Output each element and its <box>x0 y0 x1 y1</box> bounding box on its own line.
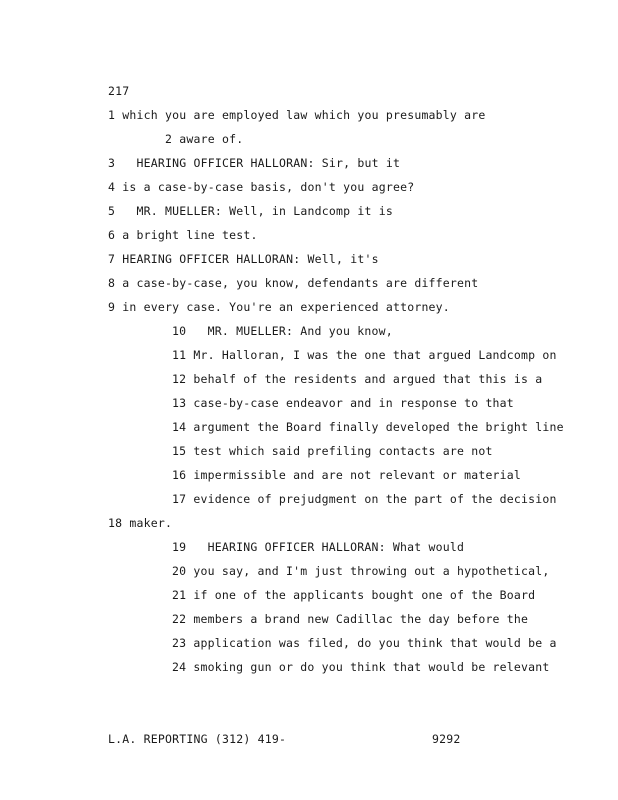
transcript-line-2: 2 aware of. <box>165 132 244 146</box>
transcript-line-19: 19 HEARING OFFICER HALLORAN: What would <box>172 540 465 554</box>
transcript-line-23: 23 application was filed, do you think that would be a <box>172 636 557 650</box>
transcript-line-24: 24 smoking gun or do you think that would be relevant <box>172 660 550 674</box>
transcript-line-11: 11 Mr. Halloran, I was the one that argued Landcomp on <box>172 348 557 362</box>
footer-reporter: L.A. REPORTING (312) 419- <box>108 732 287 746</box>
transcript-line-8: 8 a case-by-case, you know, defendants are different <box>108 276 479 290</box>
transcript-line-1: 1 which you are employed law which you presumably are <box>108 108 486 122</box>
transcript-line-17: 17 evidence of prejudgment on the part of the decision <box>172 492 557 506</box>
transcript-line-12: 12 behalf of the residents and argued that this is a <box>172 372 543 386</box>
transcript-line-14: 14 argument the Board finally developed the bright line <box>172 420 564 434</box>
transcript-line-3: 3 HEARING OFFICER HALLORAN: Sir, but it <box>108 156 401 170</box>
transcript-line-4: 4 is a case-by-case basis, don't you agree? <box>108 180 415 194</box>
transcript-line-20: 20 you say, and I'm just throwing out a hypothetical, <box>172 564 550 578</box>
transcript-line-9: 9 in every case. You're an experienced attorney. <box>108 300 450 314</box>
page-number: 217 <box>108 84 130 98</box>
transcript-line-6: 6 a bright line test. <box>108 228 258 242</box>
transcript-line-10: 10 MR. MUELLER: And you know, <box>172 324 393 338</box>
transcript-line-16: 16 impermissible and are not relevant or material <box>172 468 522 482</box>
transcript-line-13: 13 case-by-case endeavor and in response to that <box>172 396 514 410</box>
transcript-line-7: 7 HEARING OFFICER HALLORAN: Well, it's <box>108 252 379 266</box>
footer-phone-suffix: 9292 <box>432 732 461 746</box>
transcript-line-15: 15 test which said prefiling contacts are not <box>172 444 493 458</box>
transcript-line-22: 22 members a brand new Cadillac the day before the <box>172 612 529 626</box>
transcript-line-5: 5 MR. MUELLER: Well, in Landcomp it is <box>108 204 393 218</box>
transcript-line-18: 18 maker. <box>108 516 173 530</box>
transcript-line-21: 21 if one of the applicants bought one of the Board <box>172 588 536 602</box>
